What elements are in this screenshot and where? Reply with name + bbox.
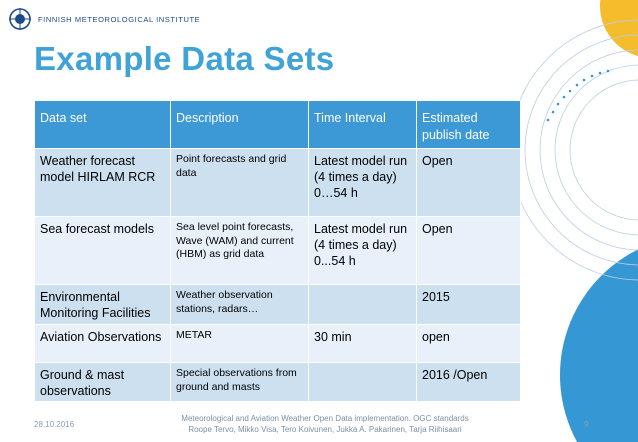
footer-credit-line: Meteorological and Aviation Weather Open Data implementation. OGC standards bbox=[181, 414, 469, 423]
fmi-logo-icon bbox=[8, 7, 32, 31]
yellow-circle-decoration bbox=[600, 0, 638, 58]
description-cell: Sea level point forecasts, Wave (WAM) and current (HBM) as grid data bbox=[171, 217, 309, 285]
interval-line: 30 min bbox=[314, 330, 352, 344]
interval-line: 0...54 h bbox=[314, 254, 356, 268]
footer-credit-line: Roope Tervo, Mikko Visa, Tero Koivunen, Jukka A. Pakarinen, Tarja Riihisaari bbox=[188, 425, 462, 434]
line-art-decoration bbox=[510, 20, 638, 280]
blue-circle-decoration bbox=[560, 235, 638, 442]
data-sets-table bbox=[34, 100, 521, 402]
table-header-row bbox=[35, 101, 521, 149]
publish-cell: Open bbox=[417, 217, 521, 285]
column-header: Description bbox=[171, 101, 309, 149]
dataset-cell: Environmental Monitoring Facilities bbox=[35, 285, 171, 325]
interval-line: Latest model run bbox=[314, 222, 408, 236]
column-header: Estimated publish date bbox=[417, 101, 521, 149]
fmi-logo bbox=[8, 6, 200, 32]
publish-cell: 2015 bbox=[417, 285, 521, 325]
interval-line: 0…54 h bbox=[314, 186, 358, 200]
publish-cell: 2016 /Open bbox=[417, 363, 521, 402]
dataset-cell: Ground & mast observations bbox=[35, 363, 171, 402]
interval-cell bbox=[309, 217, 417, 285]
publish-cell: open bbox=[417, 325, 521, 363]
footer-date: 28.10.2016 bbox=[34, 420, 75, 429]
logo-text: FINNISH METEOROLOGICAL INSTITUTE bbox=[38, 14, 201, 24]
dataset-cell: Sea forecast models bbox=[35, 217, 171, 285]
interval-cell bbox=[309, 325, 417, 363]
footer-credit bbox=[150, 413, 500, 435]
table-row bbox=[35, 325, 521, 363]
page-number: 9 bbox=[584, 420, 589, 429]
table-row bbox=[35, 217, 521, 285]
interval-cell bbox=[309, 363, 417, 402]
description-cell: METAR bbox=[171, 325, 309, 363]
table-row bbox=[35, 363, 521, 402]
table-row bbox=[35, 285, 521, 325]
description-cell: Point forecasts and grid data bbox=[171, 149, 309, 217]
dataset-cell: Weather forecast model HIRLAM RCR bbox=[35, 149, 171, 217]
description-cell: Weather observation stations, radars… bbox=[171, 285, 309, 325]
interval-line: (4 times a day) bbox=[314, 170, 397, 184]
dataset-cell: Aviation Observations bbox=[35, 325, 171, 363]
page-title: Example Data Sets bbox=[34, 40, 335, 77]
column-header: Time Interval bbox=[309, 101, 417, 149]
interval-cell bbox=[309, 149, 417, 217]
description-cell: Special observations from ground and masts bbox=[171, 363, 309, 402]
interval-cell bbox=[309, 285, 417, 325]
column-header: Data set bbox=[35, 101, 171, 149]
interval-line: Latest model run bbox=[314, 154, 408, 168]
interval-line: (4 times a day) bbox=[314, 238, 397, 252]
publish-cell: Open bbox=[417, 149, 521, 217]
table-row bbox=[35, 149, 521, 217]
